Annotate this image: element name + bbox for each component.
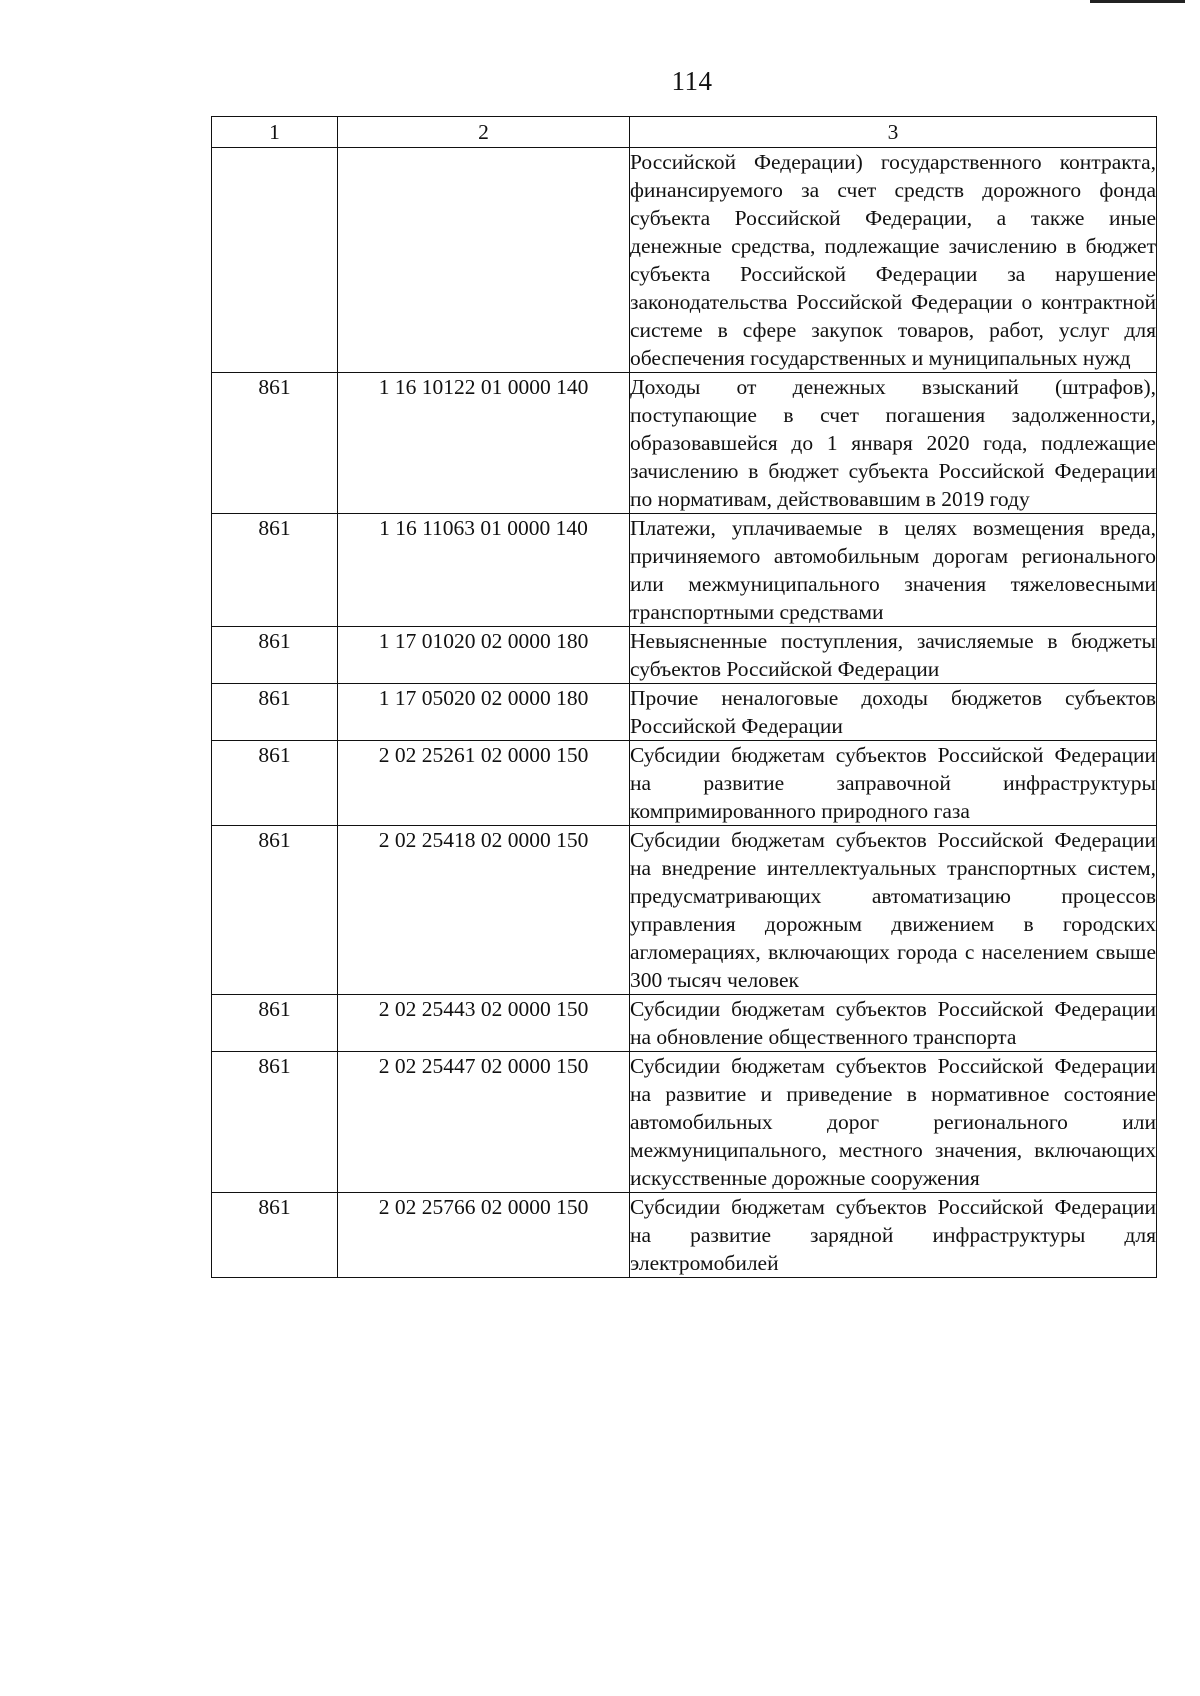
budget-code-cell: 1 16 10122 01 0000 140	[338, 373, 630, 514]
description-cell: Субсидии бюджетам субъектов Российской Федерации на развитие заправочной инфраструктуры компримированного природного газа	[630, 741, 1157, 826]
admin-code-cell: 861	[212, 684, 338, 741]
table-row	[212, 995, 1157, 1052]
page-number: 114	[671, 66, 713, 96]
description-cell: Субсидии бюджетам субъектов Российской Федерации на внедрение интеллектуальных транспортных систем, предусматривающих автоматизацию процессов управления дорожным движением в городских агломерациях, включающих города с населением свыше 300 тысяч человек	[630, 826, 1157, 995]
budget-code-cell: 1 17 01020 02 0000 180	[338, 627, 630, 684]
budget-classification-table	[211, 116, 1157, 1278]
budget-code-cell: 2 02 25261 02 0000 150	[338, 741, 630, 826]
column-header-3: 3	[630, 117, 1157, 148]
table-row	[212, 373, 1157, 514]
description-cell: Российской Федерации) государственного контракта, финансируемого за счет средств дорожного фонда субъекта Российской Федерации, а также иные денежные средства, подлежащие зачислению в бюджет субъекта Российской Федерации за нарушение законодательства Российской Федерации о контрактной системе в сфере закупок товаров, работ, услуг для обеспечения государственных и муниципальных нужд	[630, 148, 1157, 373]
budget-code-cell: 1 17 05020 02 0000 180	[338, 684, 630, 741]
column-header-1: 1	[212, 117, 338, 148]
admin-code-cell: 861	[212, 995, 338, 1052]
table-row	[212, 826, 1157, 995]
description-cell: Субсидии бюджетам субъектов Российской Федерации на развитие зарядной инфраструктуры для электромобилей	[630, 1193, 1157, 1278]
budget-code-cell: 2 02 25766 02 0000 150	[338, 1193, 630, 1278]
table-row	[212, 1193, 1157, 1278]
admin-code-cell: 861	[212, 1193, 338, 1278]
admin-code-cell: 861	[212, 627, 338, 684]
table-row	[212, 741, 1157, 826]
budget-code-cell: 1 16 11063 01 0000 140	[338, 514, 630, 627]
description-cell: Невыясненные поступления, зачисляемые в бюджеты субъектов Российской Федерации	[630, 627, 1157, 684]
table-row	[212, 627, 1157, 684]
table-row	[212, 1052, 1157, 1193]
budget-code-cell	[338, 148, 630, 373]
admin-code-cell: 861	[212, 373, 338, 514]
table-header-row	[212, 117, 1157, 148]
admin-code-cell	[212, 148, 338, 373]
description-cell: Платежи, уплачиваемые в целях возмещения вреда, причиняемого автомобильным дорогам регионального или межмуниципального значения тяжеловесными транспортными средствами	[630, 514, 1157, 627]
budget-code-cell: 2 02 25447 02 0000 150	[338, 1052, 630, 1193]
admin-code-cell: 861	[212, 741, 338, 826]
admin-code-cell: 861	[212, 826, 338, 995]
description-cell: Прочие неналоговые доходы бюджетов субъектов Российской Федерации	[630, 684, 1157, 741]
description-cell: Доходы от денежных взысканий (штрафов), поступающие в счет погашения задолженности, образовавшейся до 1 января 2020 года, подлежащие зачислению в бюджет субъекта Российской Федерации по нормативам, действовавшим в 2019 году	[630, 373, 1157, 514]
budget-code-cell: 2 02 25418 02 0000 150	[338, 826, 630, 995]
admin-code-cell: 861	[212, 1052, 338, 1193]
column-header-2: 2	[338, 117, 630, 148]
table-row	[212, 148, 1157, 373]
table-row	[212, 684, 1157, 741]
admin-code-cell: 861	[212, 514, 338, 627]
description-cell: Субсидии бюджетам субъектов Российской Федерации на развитие и приведение в нормативное состояние автомобильных дорог регионального или межмуниципального, местного значения, включающих искусственные дорожные сооружения	[630, 1052, 1157, 1193]
budget-code-cell: 2 02 25443 02 0000 150	[338, 995, 630, 1052]
page-corner-mark	[1090, 0, 1185, 3]
table-row	[212, 514, 1157, 627]
description-cell: Субсидии бюджетам субъектов Российской Федерации на обновление общественного транспорта	[630, 995, 1157, 1052]
